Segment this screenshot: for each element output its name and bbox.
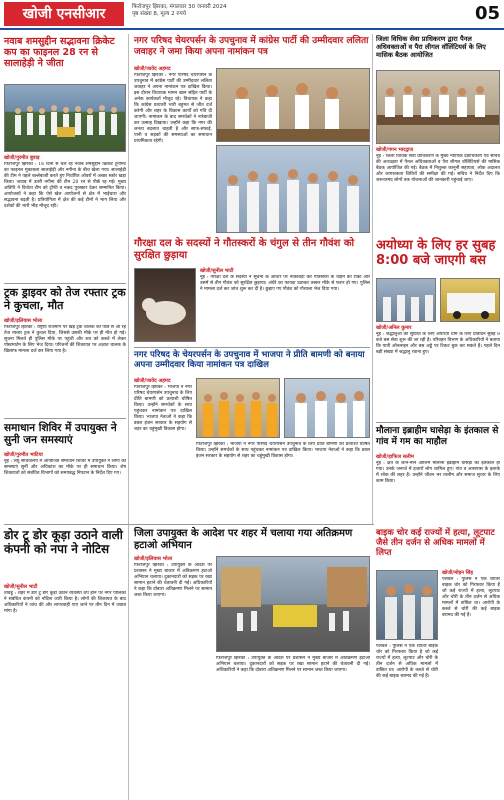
encroachment-photo <box>216 556 370 652</box>
section-divider <box>4 524 374 525</box>
section-divider <box>376 422 500 423</box>
story-cricket-text: फिरोजपुर झिरका : 16 दिनों से चल रहे नवाब शमसुद्दीन क्रिकेट टूर्नामेंट का फाइनल मुकाबला सालाहेड़ी और नगीना के बीच खेला गया। सालाहेड़ी की टीम ने पहले बल्लेबाजी करते हुए निर्धारित ओवरों में अच्छा स्कोर खड़ा किया। जवाब में उतरी नगीना की टीम 28 रन से पीछे रह गई। मुख्य अतिथि ने विजेता टीम को ट्रॉफी व नकद पुरस्कार देकर सम्मानित किया। आयोजकों ने कहा कि ऐसे खेल आयोजनों से क्षेत्र में भाईचारा और सद्भावना बढ़ती है। प्रतियोगिता में क्षेत्र की कई टीमों ने भाग लिया और दर्शकों की भारी भीड़ मौजूद रही। <box>4 162 126 209</box>
story-bjp-body <box>134 385 192 521</box>
story-encroachment-body-cont <box>216 656 370 796</box>
story-gauraksha-headline: गौरक्षा दल के सदस्यों ने गौतस्करों के चंगुल से तीन गौवंश को सुरक्षित छुड़ाया <box>134 238 355 261</box>
story-cricket-body <box>4 162 126 280</box>
column-divider <box>372 34 373 524</box>
ayodhya-crowd <box>377 279 436 322</box>
story-truck-byline: खोजी/इलियास भोला <box>4 318 43 324</box>
story-cricket-headline: नवाब शमसुद्दीन सद्भावना क्रिकेट कप का फाइनल 28 रन से सालाहेड़ी ने जीता <box>4 36 115 70</box>
column-divider <box>128 34 129 800</box>
story-truck-text: फिरोजपुर झिरका : राष्ट्रीय राजमार्ग पर खड़े ट्रक चालक को पीछे से आ रहे तेज रफ्तार ट्रक ने कुचल दिया, जिससे उसकी मौके पर ही मौत हो गई। सूचना मिलते ही पुलिस मौके पर पहुंची और शव को कब्जे में लेकर पोस्टमार्टम के लिए भेज दिया। परिजनों की शिकायत पर अज्ञात चालक के खिलाफ मामला दर्ज कर लिया गया है। <box>4 325 126 354</box>
story-bikethief-text: पलवल : पुलिस ने एक शातिर बाइक चोर को गिरफ्तार किया है जो कई राज्यों में हत्या, लूटपाट और चोरी के तीन दर्जन से अधिक मामलों में वांछित था। आरोपी के कब्जे से चोरी की कई बाइक बरामद की गई हैं। <box>442 577 500 618</box>
story-maulana-headline: मौलाना इब्राहीम घासेड़ा के इंतकाल से गांव में गम का माहौल <box>376 426 499 447</box>
bjp-photo-1 <box>196 378 280 438</box>
cricket-photo <box>4 84 126 152</box>
cattle-photo <box>134 268 196 342</box>
story-congress-headline: नगर परिषद चेयरपर्सन के उपचुनाव में कांग्रेस पार्टी की उम्मीदवार ललिता जवाहर ने जमा किया अपना नामांकन पत्र <box>134 36 369 57</box>
story-samadhan-headline: समाधान शिविर में उपायुक्त ने सुनी जन समस्याएं <box>4 422 117 447</box>
congress-group-figures <box>217 69 370 142</box>
story-encroachment-text-cont: फिरोजपुर झिरका : उपायुक्त के आदेश पर प्रशासन ने मुख्य बाजार में अतिक्रमण हटाओ अभियान चलाया। दुकानदारों को सड़क पर रखा सामान हटाने की चेतावनी दी गई। अधिकारियों ने कहा कि दोबारा अतिक्रमण मिलने पर सामान जब्त किया जाएगा। <box>216 656 370 673</box>
story-garbage-byline: खोजी/सुनील भाटी <box>4 584 38 590</box>
story-bikethief-headline: बाइक चोर कई राज्यों में हत्या, लूटपाट जैसे तीन दर्जन से अधिक मामलों में लिप्त <box>376 528 495 559</box>
story-bikethief-body <box>442 577 500 796</box>
story-bjp-text-cont: फिरोजपुर झिरका : भाजपा ने नगर परिषद चेयरपर्सन उपचुनाव के लिए प्रीति बामणी को प्रत्याशी घोषित किया। उन्होंने समर्थकों के साथ पहुंचकर नामांकन पत्र दाखिल किया। भाजपा नेताओं ने कहा कि डबल इंजन सरकार के सहयोग से शहर का चहुंमुखी विकास होगा। <box>196 442 370 459</box>
story-ayodhya-body <box>376 332 500 420</box>
story-encroachment-byline: खोजी/इलियास भोला <box>134 556 173 562</box>
story-truck-headline: ट्रक ड्राइवर को तेज रफ्तार ट्रक ने कुचला, मौत <box>4 286 126 312</box>
bjp-photo-2 <box>284 378 370 438</box>
story-encroachment-text: फिरोजपुर झिरका : उपायुक्त के आदेश पर प्रशासन ने मुख्य बाजार में अतिक्रमण हटाओ अभियान चलाया। दुकानदारों को सड़क पर रखा सामान हटाने की चेतावनी दी गई। अधिकारियों ने कहा कि दोबारा अतिक्रमण मिलने पर सामान जब्त किया जाएगा। <box>134 563 212 598</box>
ayodhya-bus <box>441 279 500 322</box>
congress-nomination-photo <box>216 145 370 233</box>
story-ayodhya-byline: खोजी/अनिल कुमार <box>376 325 412 331</box>
brand-logo: खोजी एनसीआर <box>4 2 124 26</box>
story-bjp-text: फिरोजपुर झिरका : भाजपा ने नगर परिषद चेयरपर्सन उपचुनाव के लिए प्रीति बामणी को प्रत्याशी घोषित किया। उन्होंने समर्थकों के साथ पहुंचकर नामांकन पत्र दाखिल किया। भाजपा नेताओं ने कहा कि डबल इंजन सरकार के सहयोग से शहर का चहुंमुखी विकास होगा। <box>134 385 192 432</box>
section-divider <box>4 283 126 284</box>
encroachment-scene <box>217 557 370 652</box>
dateline <box>132 4 362 18</box>
ayodhya-photo-1 <box>376 278 436 322</box>
story-bikethief-body-cont <box>376 644 438 796</box>
story-bikethief-text-cont: पलवल : पुलिस ने एक शातिर बाइक चोर को गिरफ्तार किया है जो कई राज्यों में हत्या, लूटपाट और चोरी के तीन दर्जन से अधिक मामलों में वांछित था। आरोपी के कब्जे से चोरी की कई बाइक बरामद की गई हैं। <box>376 644 438 679</box>
story-maulana-text: नूंह : क्षेत्र के जाने-माने आलिम मौलाना इब्राहीम घासेड़ा का इंतकाल हो गया। उनके जनाजे में हजारों लोग शामिल हुए। गांव व आसपास के इलाके में शोक की लहर है। उन्होंने जीवन भर तालीम और समाज सुधार के लिए काम किया। <box>376 461 500 484</box>
story-legal-headline: जिला विधिक सेवा प्राधिकरण द्वारा पैनल अधिवक्ताओं व पैरा लीगल वॉलिंटियर्स के लिए मासिक बैठक आयोजित <box>376 35 486 59</box>
legal-meeting-photo <box>376 70 500 144</box>
page-number: 05 <box>474 3 500 24</box>
story-bjp-headline: नगर परिषद के चेयरपर्सन के उपचुनाव में भाजपा ने प्रीति बामणी को बनाया अपना उम्मीदवार किया नामांकन पत्र दाखिल <box>134 350 365 371</box>
dateline-subline: पृष्ठ संख्या 8, मूल्य 2 रुपये <box>132 11 186 17</box>
story-bikethief-byline: खोजी/मोहन सिंह <box>442 570 474 576</box>
ayodhya-photo-2 <box>440 278 500 322</box>
story-gauraksha-text: नूंह : गौरक्षा दल के सदस्यों ने सूचना के आधार पर नाकाबंदी कर गौतस्करों के वाहन को रोका और उसमें से तीन गौवंश को सुरक्षित छुड़ाया। अंधेरे का फायदा उठाकर तस्कर मौके से फरार हो गए। पुलिस ने मामला दर्ज कर जांच शुरू कर दी है। छुड़ाए गए गौवंश को गौशाला भेज दिया गया। <box>200 275 370 292</box>
story-legal-text: नूंह : जिला विधिक सेवा प्राधिकरण के मुख्य न्यायिक दंडाधिकारी एवं सचिव की अध्यक्षता में पैनल अधिवक्ताओं व पैरा लीगल वॉलिंटियर्स की मासिक बैठक आयोजित की गई। बैठक में निशुल्क कानूनी सहायता, लोक अदालत और जागरूकता शिविरों की समीक्षा की गई। सचिव ने निर्देश दिए कि जरूरतमंद लोगों तक योजनाओं की जानकारी पहुंचाई जाए। <box>376 154 500 183</box>
story-garbage-headline: डोर टू डोर कूड़ा उठाने वाली कंपनी को नपा ने नोटिस <box>4 528 123 557</box>
bjp-nomination-figures <box>285 379 370 438</box>
story-ayodhya-headline: अयोध्या के लिए हर सुबह 8:00 बजे जाएगी बस <box>376 238 496 269</box>
story-congress-text: फिरोजपुर झिरका : नगर परिषद चेयरपर्सन के उपचुनाव में कांग्रेस पार्टी की उम्मीदवार ललिता जवाहर ने अपना नामांकन पत्र दाखिल किया। इस दौरान विधायक मामन खान सहित पार्टी के अनेक कार्यकर्ता मौजूद रहे। विधायक ने कहा कि कांग्रेस प्रत्याशी भारी बहुमत से जीत दर्ज करेगी और शहर के विकास कार्यों को गति दी जाएगी। नामांकन के बाद समर्थकों ने नारेबाजी कर उत्साह दिखाया। उन्होंने कहा कि नगर की जनता बदलाव चाहती है और साफ-सफाई, पानी व सड़कों की समस्याओं का समाधान प्राथमिकता रहेगी। <box>134 73 212 144</box>
story-congress-byline: खोजी/जावेद अहमद <box>134 66 171 72</box>
story-samadhan-text: नूंह : लघु सचिवालय में आयोजित समाधान शिविर में उपायुक्त ने लोगों की समस्याएं सुनीं और अधिकांश का मौके पर ही समाधान किया। शेष शिकायतों को संबंधित विभागों को समयबद्ध निपटान के निर्देश दिए गए। <box>4 459 126 476</box>
masthead <box>0 0 504 30</box>
story-samadhan-byline: खोजी/गुरमीत भाटिया <box>4 452 43 458</box>
story-samadhan-body <box>4 459 126 521</box>
story-garbage-text: तावडू : शहर में डोर टू डोर कूड़ा उठान व्यवस्था ठप होने पर नगर पालिका ने संबंधित कंपनी को नोटिस जारी किया है। लोगों की शिकायत के बाद अधिकारियों ने जांच की और लापरवाही पाए जाने पर तीन दिन में जवाब मांगा है। <box>4 591 126 614</box>
bikethief-photo <box>376 570 438 640</box>
story-maulana-byline: खोजी/हाफिज सलीम <box>376 454 414 460</box>
dateline-date: फिरोजपुर झिरका, मंगलवार 30 जनवरी 2024 <box>132 4 227 10</box>
story-bjp-byline: खोजी/जावेद अहमद <box>134 378 171 384</box>
story-congress-body <box>134 73 212 233</box>
story-legal-byline: खोजी/गगन भारद्वाज <box>376 147 414 153</box>
story-cricket-byline: खोजी/गुरमीत बुवाड़ <box>4 155 40 161</box>
story-gauraksha-byline: खोजी/सुनील भाटी <box>200 268 234 274</box>
bjp-group-figures <box>197 379 280 438</box>
congress-photo <box>216 68 370 142</box>
cricket-team-figures <box>5 85 126 152</box>
congress-crowd-figures <box>217 146 370 233</box>
section-divider <box>134 347 370 348</box>
story-encroachment-body <box>134 563 212 796</box>
bikethief-figures <box>377 571 438 640</box>
legal-meeting-figures <box>377 71 500 144</box>
story-maulana-body <box>376 461 500 521</box>
story-truck-body <box>4 325 126 415</box>
story-gauraksha-body <box>200 275 370 345</box>
cattle-figure <box>135 269 196 342</box>
story-bjp-body-cont <box>196 442 370 522</box>
story-garbage-body <box>4 591 126 796</box>
story-encroachment-headline: जिला उपायुक्त के आदेश पर शहर में चलाया गया अतिक्रमण हटाओ अभियान <box>134 528 353 551</box>
story-legal-body <box>376 154 500 234</box>
section-divider <box>4 418 126 419</box>
story-ayodhya-text: नूंह : श्रद्धालुओं की सुविधा के लिए अयोध्या धाम के लिए प्रतिदिन सुबह 8 बजे बस सेवा शुरू की जा रही है। परिवहन विभाग के अधिकारियों ने बताया कि यात्री ऑनलाइन और बस अड्डे पर टिकट बुक कर सकते हैं। पहले दिन बड़ी संख्या में श्रद्धालु रवाना हुए। <box>376 332 500 355</box>
